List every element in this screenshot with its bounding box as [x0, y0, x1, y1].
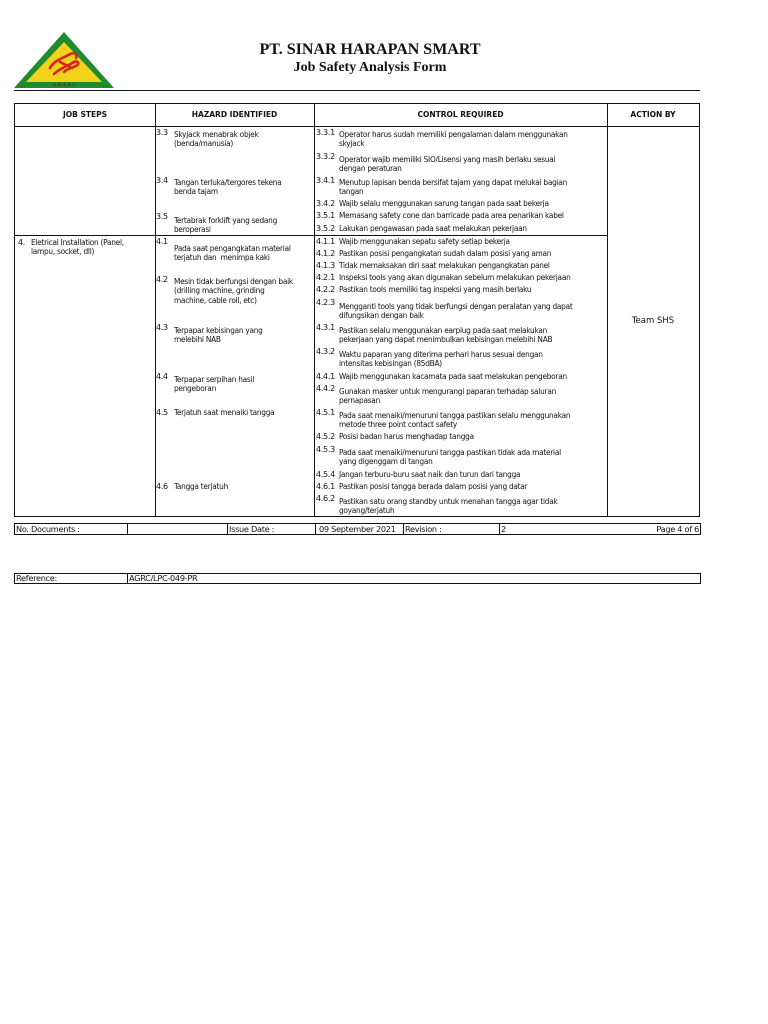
hazard-number: 4.3 — [156, 323, 168, 332]
col-divider — [127, 524, 128, 534]
hazard-text: Terpapar kebisingan yang melebihi NAB — [174, 325, 263, 345]
control-text: Pastikan posisi tangga berada dalam posisi yang datar — [339, 481, 528, 491]
hazard-number: 4.2 — [156, 275, 168, 284]
reference-bar — [14, 573, 701, 584]
reference-value: AGRC/LPC-049-PR — [129, 573, 198, 583]
control-text: Lakukan pengawasan pada saat melakukan pekerjaan — [339, 223, 527, 233]
control-text: Wajib selalu menggunakan sarung tangan pada saat bekerja — [339, 198, 549, 208]
company-logo — [14, 32, 114, 90]
control-number: 3.4.2 — [316, 199, 335, 208]
hazard-text: Terpapar serpihan hasil pengeboran — [174, 374, 255, 394]
issue-date-label: Issue Date : — [229, 524, 275, 534]
control-number: 4.4.2 — [316, 384, 335, 393]
header-control: CONTROL REQUIRED — [417, 110, 504, 119]
job-step-text: Eletrical Installation (Panel, lampu, socket, dll) — [31, 237, 124, 257]
col-divider — [127, 574, 128, 583]
action-by-value: Team SHS — [631, 316, 675, 326]
control-number: 4.4.1 — [316, 372, 335, 381]
control-number: 4.2.3 — [316, 298, 335, 307]
control-text: Pastikan tools memiliki tag inspeksi yang masih berlaku — [339, 284, 532, 294]
issue-date-value: 09 September 2021 — [319, 524, 396, 534]
revision-label: Revision : — [405, 524, 442, 534]
control-number: 4.3.2 — [316, 347, 335, 356]
control-text: Wajib menggunakan kacamata pada saat melakukan pengeboran — [339, 371, 567, 381]
control-number: 4.5.1 — [316, 408, 335, 417]
control-text: Mengganti tools yang tidak berfungsi dengan peralatan yang dapat difungsikan dengan baik — [339, 301, 573, 321]
hazard-number: 4.5 — [156, 408, 168, 417]
header-job-steps: JOB STEPS — [62, 110, 108, 119]
hazard-text: Tangga terjatuh — [174, 481, 229, 491]
control-text: Pastikan satu orang standby untuk menahan tangga agar tidak goyang/terjatuh — [339, 496, 558, 516]
col-divider — [499, 524, 500, 534]
header-row-rule — [15, 126, 699, 127]
control-text: Operator harus sudah memiliki pengalaman dalam menggunakan skyjack — [339, 129, 568, 149]
control-text: Pastikan posisi pengangkatan sudah dalam posisi yang aman — [339, 248, 552, 258]
control-text: Pastikan selalu menggunakan earplug pada saat melakukan pekerjaan yang dapat menimbulkan kebisingan melebihi NAB — [339, 325, 553, 345]
control-number: 4.5.3 — [316, 445, 335, 454]
hazard-text: Skyjack menabrak objek (benda/manusia) — [174, 129, 259, 149]
revision-value: 2 — [501, 524, 506, 534]
control-text: Wajib menggunakan sepatu safety setiap bekerja — [339, 236, 510, 246]
company-name: PT. SINAR HARAPAN SMART — [259, 41, 481, 58]
hazard-number: 3.4 — [156, 176, 168, 185]
col-divider — [155, 104, 156, 516]
reference-label: Reference: — [16, 573, 57, 583]
control-number: 3.3.2 — [316, 152, 335, 161]
col-divider — [607, 104, 608, 516]
jsa-table — [14, 103, 700, 517]
hazard-number: 4.6 — [156, 482, 168, 491]
hazard-number: 3.3 — [156, 128, 168, 137]
control-text: Pada saat menaiki/menuruni tangga pastikan tidak ada material yang digenggam di tangan — [339, 447, 561, 467]
form-title: Job Safety Analysis Form — [293, 60, 447, 75]
job-step-number: 4. — [18, 238, 26, 247]
control-number: 4.1.3 — [316, 261, 335, 270]
step-row-rule — [15, 235, 607, 236]
hazard-text: Terjatuh saat menaiki tangga — [174, 407, 275, 417]
control-number: 3.5.2 — [316, 224, 335, 233]
control-text: Waktu paparan yang diterima perhari harus sesuai dengan intensitas kebisingan (85dBA) — [339, 349, 543, 369]
control-number: 4.6.1 — [316, 482, 335, 491]
control-number: 4.2.2 — [316, 285, 335, 294]
control-number: 3.3.1 — [316, 128, 335, 137]
control-number: 4.1.1 — [316, 237, 335, 246]
hazard-number: 3.5 — [156, 212, 168, 221]
header-hazard: HAZARD IDENTIFIED — [191, 110, 278, 119]
hazard-number: 4.4 — [156, 372, 168, 381]
control-text: Menutup lapisan benda bersifat tajam yang dapat melukai bagian tangan — [339, 177, 567, 197]
control-text: Jangan terburu-buru saat naik dan turun dari tangga — [339, 469, 521, 479]
no-documents-label: No. Documents : — [16, 524, 80, 534]
page-number: Page 4 of 6 — [656, 524, 699, 534]
header-rule — [14, 90, 700, 91]
doc-info-bar — [14, 523, 701, 535]
col-divider — [315, 524, 316, 534]
control-text: Gunakan masker untuk mengurangi paparan terhadap saluran pernapasan — [339, 386, 557, 406]
col-divider — [314, 104, 315, 516]
control-number: 3.4.1 — [316, 176, 335, 185]
control-number: 4.5.4 — [316, 470, 335, 479]
header-action-by: ACTION BY — [630, 110, 676, 119]
control-number: 3.5.1 — [316, 211, 335, 220]
control-text: Pada saat menaiki/menuruni tangga pastikan selalu menggunakan metode three point contact safety — [339, 410, 571, 430]
control-number: 4.6.2 — [316, 494, 335, 503]
control-text: Memasang safety cone dan barricade pada area penarikan kabel — [339, 210, 564, 220]
control-number: 4.3.1 — [316, 323, 335, 332]
control-text: Inspeksi tools yang akan digunakan sebelum melakukan pekerjaan — [339, 272, 571, 282]
control-text: Posisi badan harus menghadap tangga — [339, 431, 474, 441]
control-number: 4.1.2 — [316, 249, 335, 258]
logo-text: S M A R T — [52, 82, 76, 88]
hazard-text: Pada saat pengangkatan material terjatuh dan menimpa kaki — [174, 243, 291, 263]
control-text: Operator wajib memiliki SIO/Lisensi yang masih berlaku sesuai dengan peraturan — [339, 154, 556, 174]
control-text: Tidak memaksakan diri saat melakukan pengangkatan panel — [339, 260, 550, 270]
hazard-number: 4.1 — [156, 237, 168, 246]
control-number: 4.2.1 — [316, 273, 335, 282]
hazard-text: Mesin tidak berfungsi dengan baik (drilling machine, grinding machine, cable roll, etc) — [174, 276, 293, 305]
hazard-text: Tangan terluka/tergores tekena benda tajam — [174, 177, 282, 197]
control-number: 4.5.2 — [316, 432, 335, 441]
hazard-text: Tertabrak forklift yang sedang beroperasi — [174, 215, 278, 235]
col-divider — [227, 524, 228, 534]
col-divider — [403, 524, 404, 534]
